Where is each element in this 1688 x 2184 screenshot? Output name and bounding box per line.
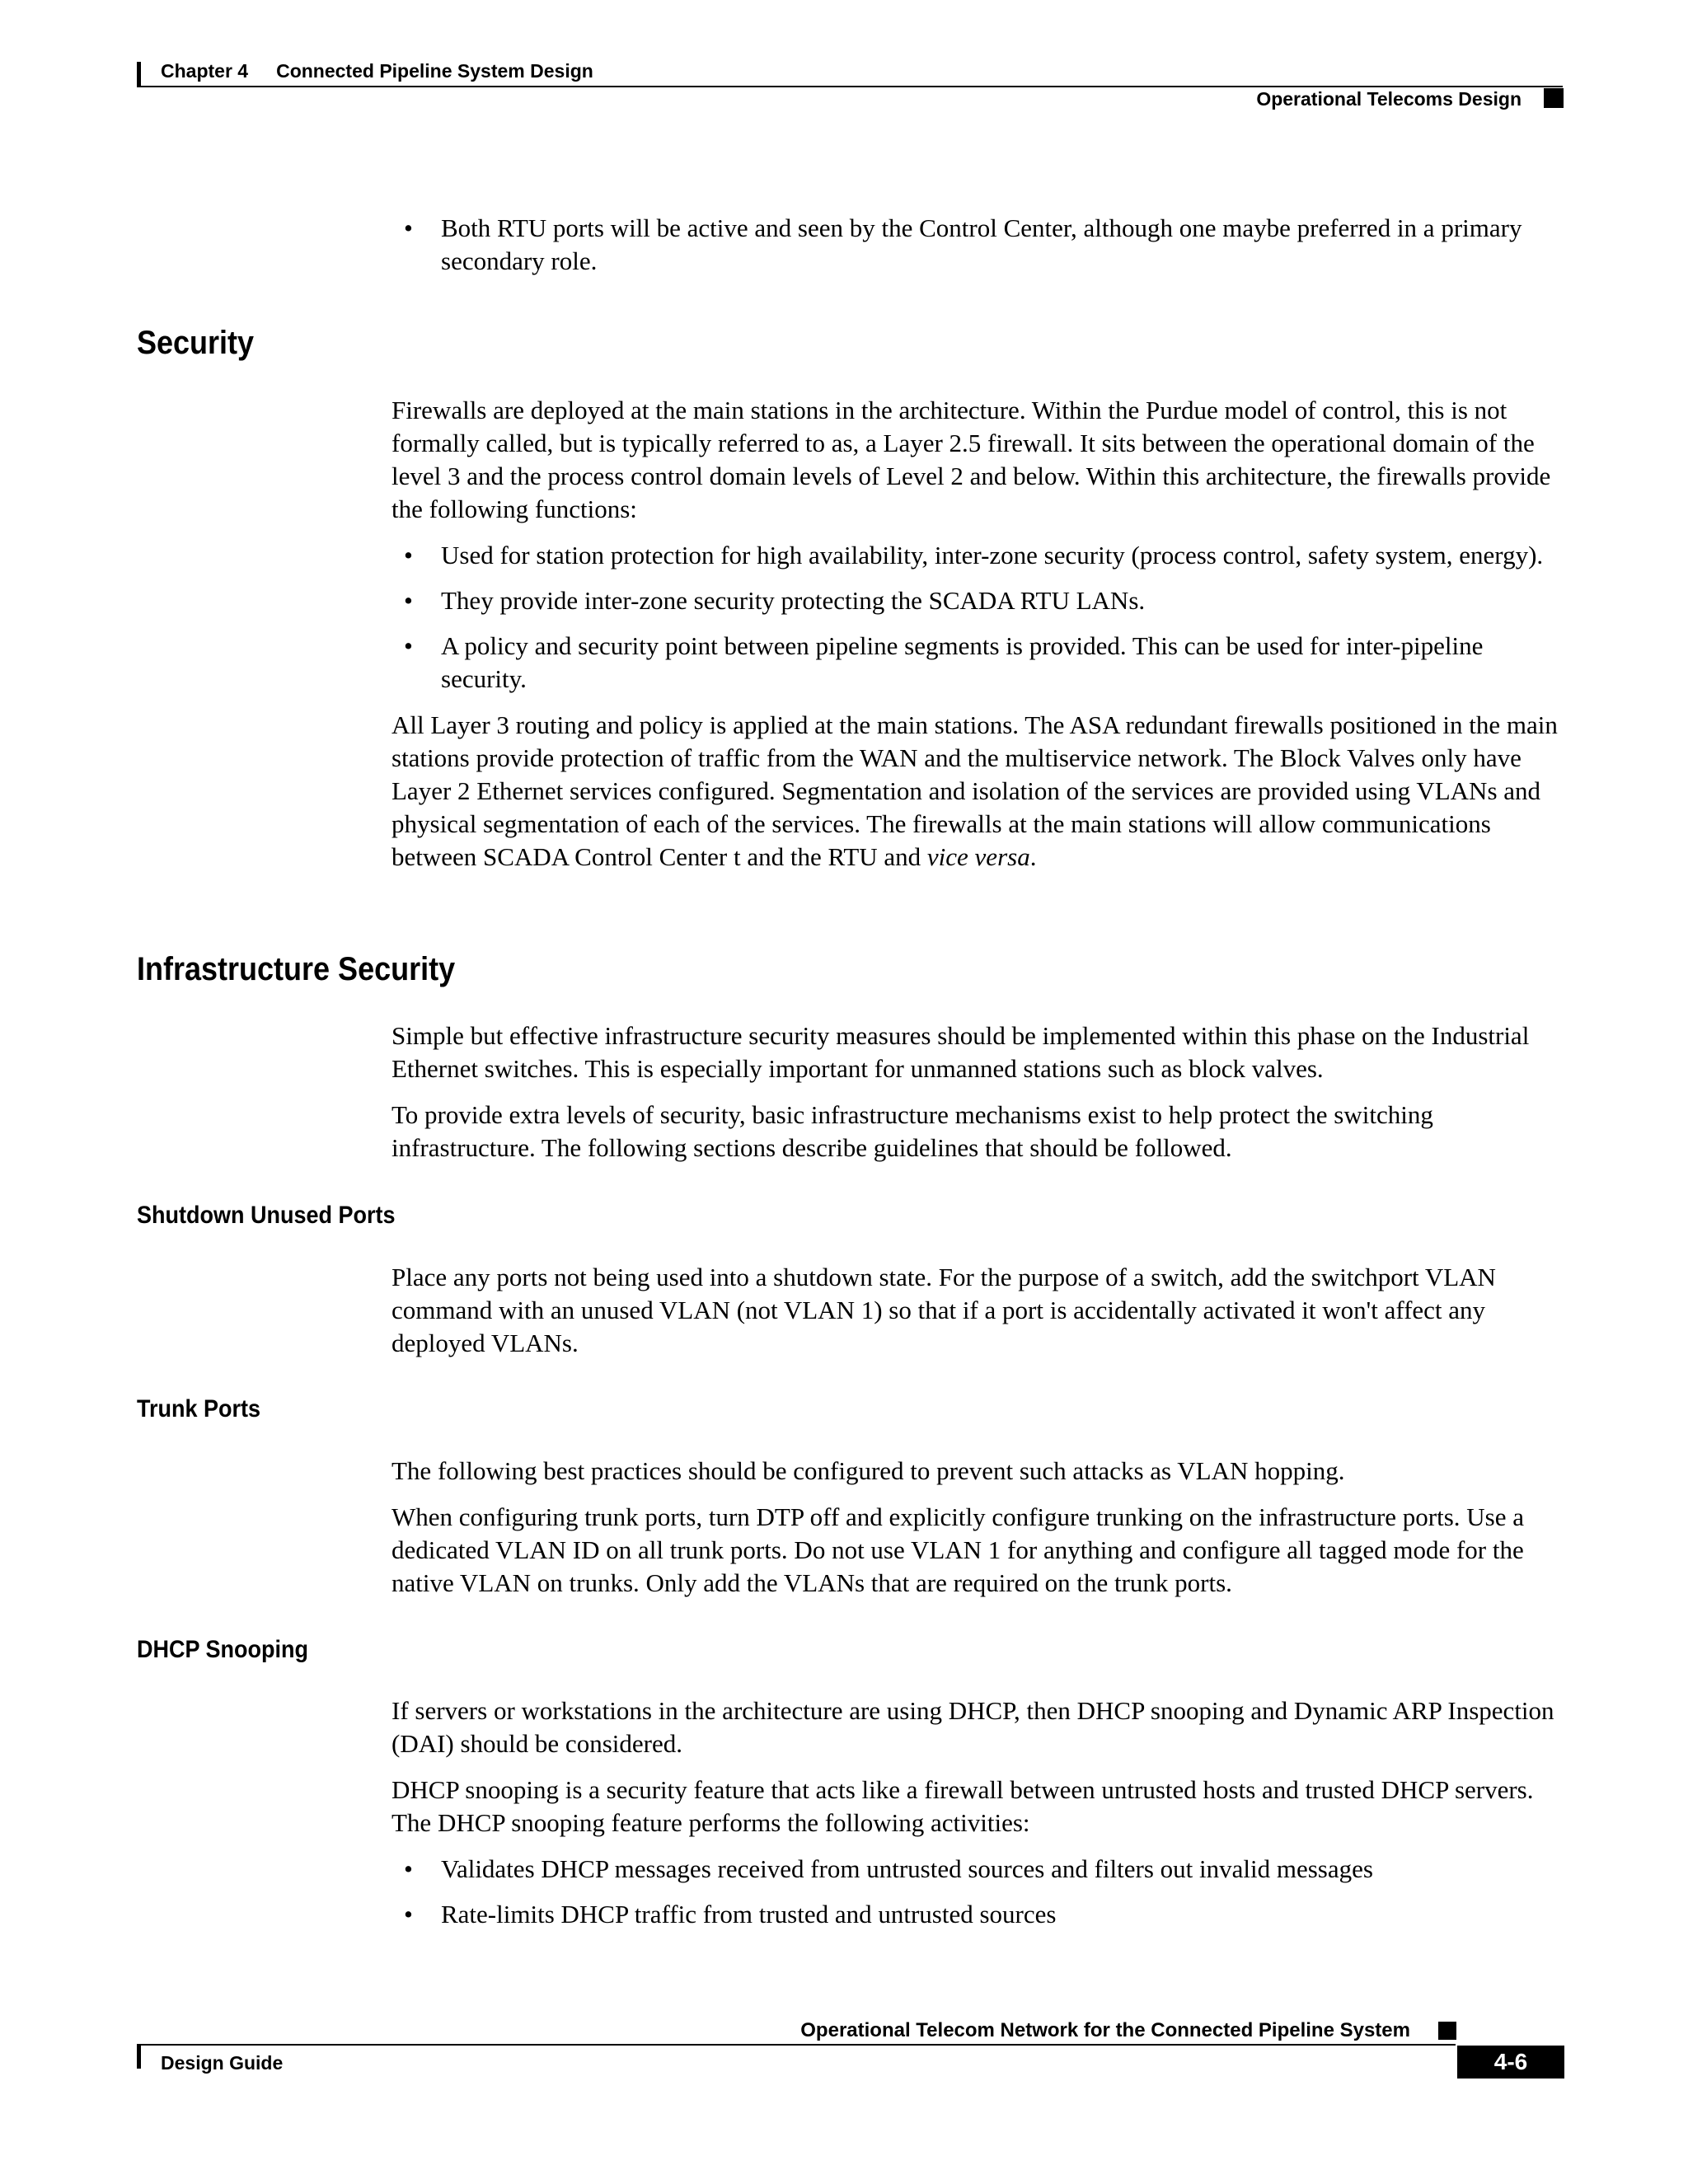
header-rule: [137, 86, 1563, 87]
list-item: • Used for station protection for high availability, inter-zone security (process control, safety system, energy).: [392, 539, 1566, 572]
bullet-glyph: •: [404, 631, 413, 660]
footer-guide-label: Design Guide: [161, 2052, 284, 2074]
subsection-heading-dhcp-snooping: DHCP Snooping: [137, 1636, 308, 1663]
list-item: • Validates DHCP messages received from untrusted sources and filters out invalid messages: [392, 1853, 1566, 1886]
paragraph: The following best practices should be configured to prevent such attacks as VLAN hopping.: [392, 1456, 1345, 1485]
header-square-marker: [1544, 88, 1564, 108]
chapter-title: Connected Pipeline System Design: [276, 60, 593, 82]
section-heading-security: Security: [137, 325, 255, 361]
list-item: • Both RTU ports will be active and seen by the Control Center, although one maybe preferred in a primary secondary role.: [404, 213, 1522, 275]
paragraph: Firewalls are deployed at the main stations in the architecture. Within the Purdue model of control, this is not formally called, but is typically referred to as, a Layer 2.5 firewall. It sits between the operational domain of the level 3 and the process control domain levels of Level 2 and below. Within this architecture, the firewalls provide the following functions:: [392, 396, 1551, 523]
section-heading-infrastructure-security: Infrastructure Security: [137, 951, 456, 987]
list-item: • A policy and security point between pipeline segments is provided. This can be used for inter-pipeline security.: [404, 631, 1484, 693]
bullet-glyph: •: [404, 1854, 413, 1883]
security-block: [392, 394, 1566, 887]
dhcp-block: [392, 1694, 1566, 1944]
paragraph: Place any ports not being used into a shutdown state. For the purpose of a switch, add the switchport VLAN command with an unused VLAN (not VLAN 1) so that if a port is accidentally activated it won't affect any deployed VLANs.: [392, 1263, 1496, 1357]
paragraph: When configuring trunk ports, turn DTP off and explicitly configure trunking on the infrastructure ports. Use a dedicated VLAN ID on all trunk ports. Do not use VLAN 1 for anything and configure all tagged mode for the native VLAN on trunks. Only add the VLANs that are required on the trunk ports.: [392, 1502, 1525, 1597]
bullet-glyph: •: [404, 213, 413, 242]
paragraph: Simple but effective infrastructure security measures should be implemented within this phase on the Industrial Ethernet switches. This is especially important for unmanned stations such as block valves.: [392, 1021, 1530, 1083]
infra-block: [392, 1019, 1566, 1178]
footer-rule: [137, 2044, 1456, 2046]
shutdown-block: [392, 1261, 1566, 1373]
page-number: 4-6: [1457, 2046, 1564, 2079]
bullet-glyph: •: [404, 541, 413, 569]
header-left-bar: [137, 62, 141, 87]
header-section-title: Operational Telecoms Design: [1256, 88, 1522, 110]
list-item: • Rate-limits DHCP traffic from trusted and untrusted sources: [392, 1898, 1566, 1931]
paragraph: All Layer 3 routing and policy is applied at the main stations. The ASA redundant firewalls positioned in the main stations provide protection of traffic from the WAN and the multiservice network. The Block Valves only have Layer 2 Ethernet services configured. Segmentation and isolation of the services are provided using VLANs and physical segmentation of each of the services. The firewalls at the main stations will allow communications between SCADA Control Center t and the RTU and vice versa.: [392, 710, 1558, 871]
paragraph: DHCP snooping is a security feature that acts like a firewall between untrusted hosts and trusted DHCP servers. The DHCP snooping feature performs the following activities:: [392, 1775, 1534, 1837]
paragraph: If servers or workstations in the architecture are using DHCP, then DHCP snooping and Dynamic ARP Inspection (DAI) should be considered.: [392, 1696, 1554, 1758]
footer-left-bar: [137, 2044, 141, 2069]
paragraph: To provide extra levels of security, basic infrastructure mechanisms exist to help protect the switching infrastructure. The following sections describe guidelines that should be followed.: [392, 1100, 1433, 1162]
subsection-heading-shutdown-unused-ports: Shutdown Unused Ports: [137, 1202, 396, 1229]
footer-doc-title: Operational Telecom Network for the Connected Pipeline System: [800, 2019, 1410, 2041]
subsection-heading-trunk-ports: Trunk Ports: [137, 1395, 261, 1422]
header-chapter: [161, 60, 593, 82]
list-item: • They provide inter-zone security protecting the SCADA RTU LANs.: [392, 584, 1566, 617]
chapter-label: Chapter 4: [161, 60, 249, 82]
intro-block: [392, 212, 1566, 291]
footer-square-marker: [1438, 2022, 1456, 2040]
trunk-block: [392, 1455, 1566, 1613]
bullet-glyph: •: [404, 1900, 413, 1929]
bullet-glyph: •: [404, 586, 413, 615]
